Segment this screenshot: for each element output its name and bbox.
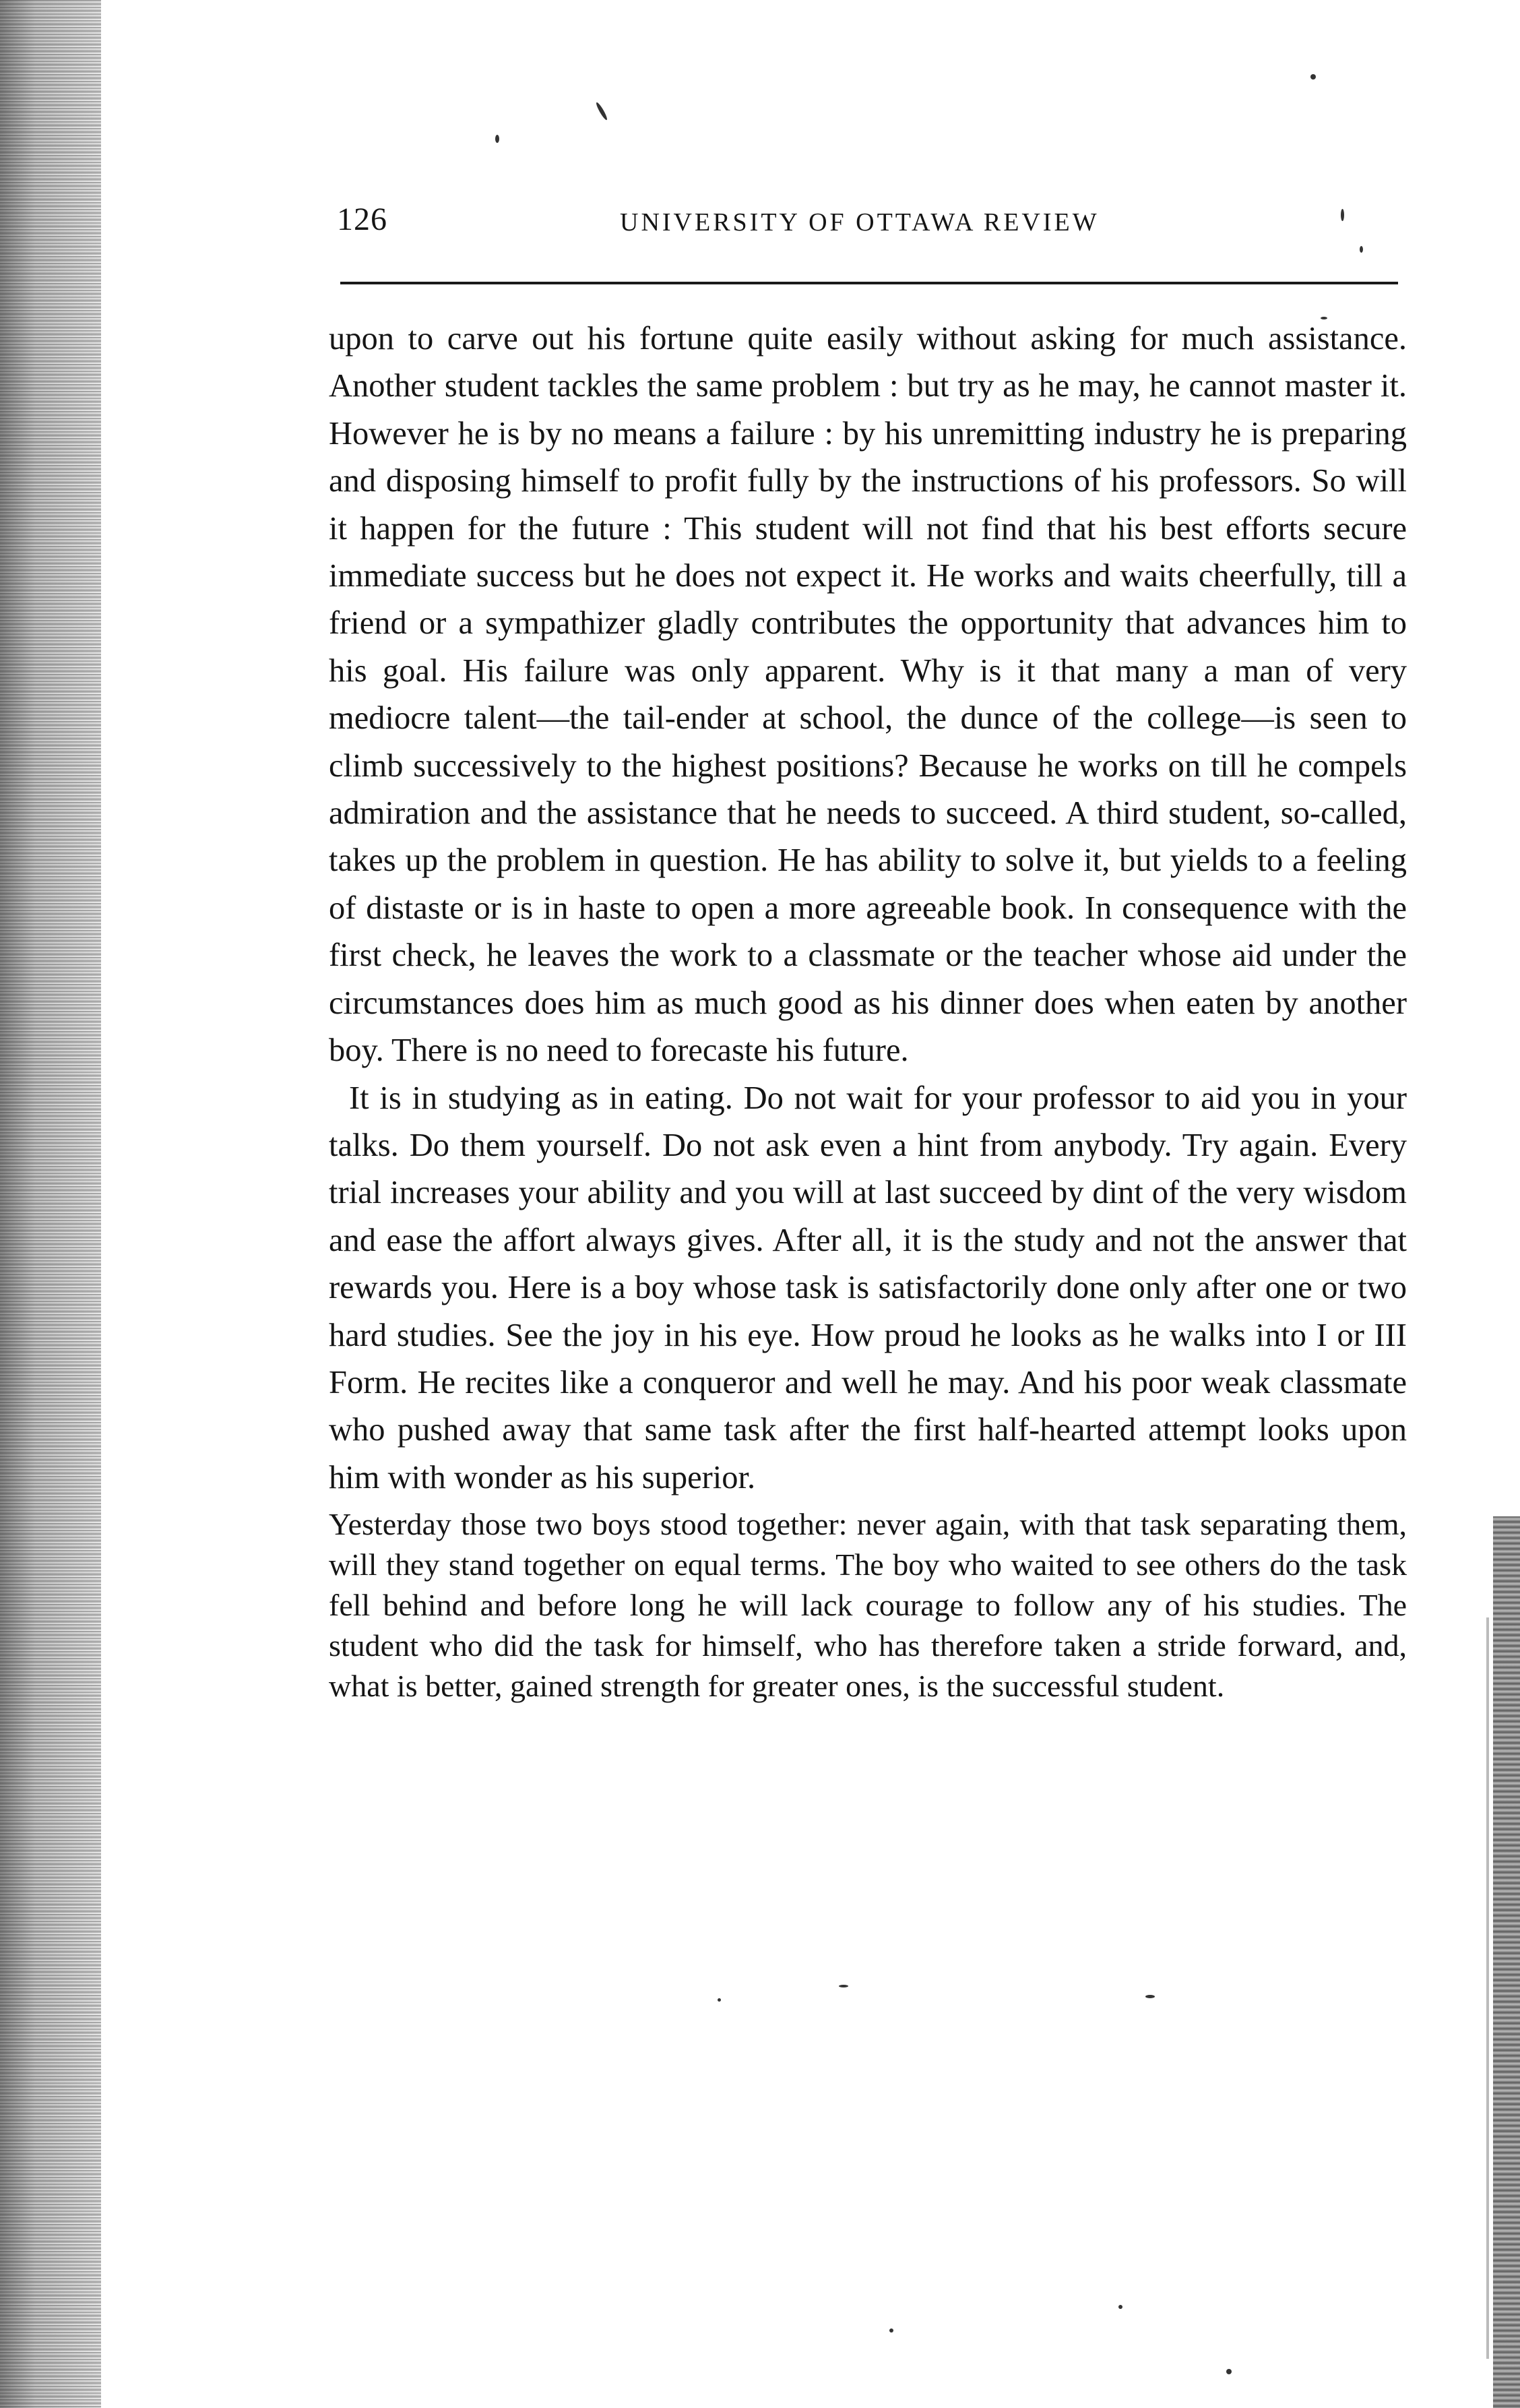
scan-speck (889, 2328, 893, 2333)
article-body (329, 315, 1407, 1706)
scan-speck (1310, 74, 1316, 80)
scan-speck (839, 1985, 848, 1987)
scan-speck (1145, 1995, 1155, 1998)
paragraph: Yesterday those two boys stood together: never again, with that task separating them, will they stand together on equal terms. The boy who waited to see others do the task fell behind and before long he will lack courage to follow any of his studies. The student who did the task for himself, who has therefore taken a stride forward, and, what is better, gained strength for greater ones, is the successful student. (329, 1507, 1407, 1704)
page-header (337, 201, 1401, 248)
binding-shadow-left (0, 0, 101, 2408)
paragraph: upon to carve out his fortune quite easily without asking for much assistance. Another student tackles the same problem : but try as he may, he cannot master it. However he is by no means a failure : by his unremitting industry he is preparing and disposing himself to profit fully by the instructions of his professors. So will it happen for the future : This student will not find that his best efforts secure immediate success but he does not expect it. He works and waits cheerfully, till a friend or a sympathizer gladly contributes the opportunity that advances him to his goal. His failure was only apparent. Why is it that many a man of very mediocre talent—the tail-ender at school, the dunce of the college—is seen to climb successively to the highest positions? Because he works on till he compels admiration and the assistance that he needs to succeed. A third student, so-called, takes up the problem in question. He has ability to solve it, but yields to a feeling of distaste or is in haste to open a more agreeable book. In consequence with the first check, he leaves the work to a classmate or the teacher whose aid under the circumstances does him as much good as his dinner does when eaten by another boy. There is no need to forecaste his future. (329, 321, 1407, 1069)
header-rule (340, 282, 1398, 284)
scan-speck (718, 1998, 721, 2002)
paragraph: It is in studying as in eating. Do not wait for your professor to aid you in your talks. Do them yourself. Do not ask even a hint from anybody. Try again. Every trial increases your ability and you will at last succeed by dint of the very wisdom and ease the affort always gives. After all, it is the study and not the answer that rewards you. Here is a boy whose task is satisfactorily done only after one or two hard studies. See the joy in his eye. How proud he looks as he walks into I or III Form. He recites like a conqueror and well he may. And his poor weak classmate who pushed away that same task after the first half-hearted attempt looks upon him with wonder as his superior. (329, 1080, 1407, 1495)
scan-speck (1118, 2305, 1122, 2309)
binding-shadow-right (1493, 1516, 1520, 2408)
page-number: 126 (337, 202, 387, 237)
scan-speck (595, 102, 608, 121)
running-title: UNIVERSITY OF OTTAWA REVIEW (620, 208, 1100, 237)
scan-speck (1226, 2369, 1232, 2374)
scan-speck (495, 135, 499, 143)
scan-line-right (1486, 1617, 1489, 2359)
